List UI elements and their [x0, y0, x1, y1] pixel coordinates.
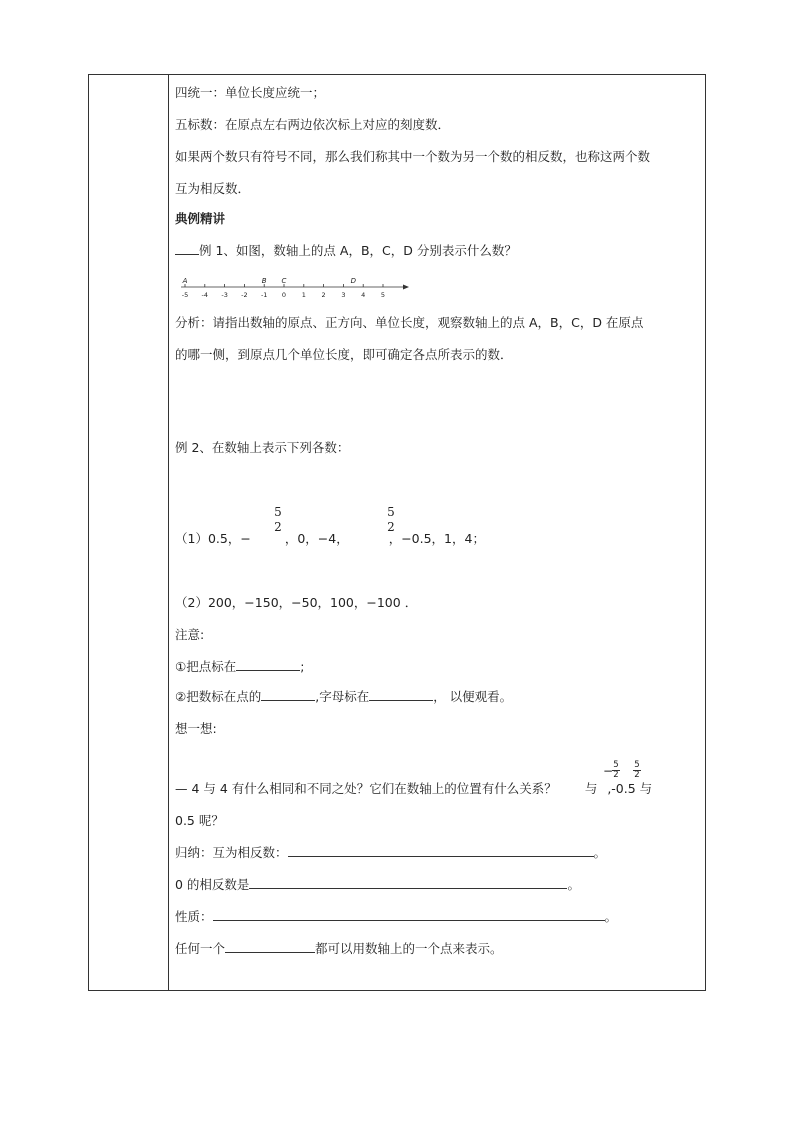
number-line-tick-label: 4 — [361, 291, 366, 299]
note-title: 注意: — [175, 627, 205, 642]
small-neg-sign: − — [603, 764, 614, 778]
small-fraction-denominator: 2 — [634, 770, 640, 780]
number-line-tick-label: -1 — [260, 291, 268, 299]
number-line-tick-label: 0 — [281, 291, 287, 299]
zero-end: 。 — [567, 877, 580, 892]
fraction-numerator: 5 — [274, 505, 282, 519]
fraction-denominator: 2 — [274, 520, 282, 534]
note1-line — [175, 658, 304, 676]
definition-line-2: 互为相反数． — [175, 181, 251, 196]
note2-blank-2 — [369, 688, 433, 701]
question-line — [175, 780, 652, 798]
number-line — [181, 273, 411, 301]
number-line-tick-label: -3 — [221, 291, 228, 299]
number-line-tick-label: -4 — [201, 291, 209, 299]
note2-line — [175, 688, 512, 706]
lesson-table — [88, 74, 706, 991]
number-line-point-label: A — [182, 277, 188, 285]
item2-text: （2）200，−150，−50，100，−100 ． — [175, 595, 418, 610]
zero-line — [175, 876, 580, 894]
number-line-point-label: B — [261, 277, 267, 285]
number-line-point-label: C — [281, 277, 287, 285]
summary-blank — [288, 844, 594, 857]
note2-text-a: ②把数标在点的 — [175, 689, 262, 704]
number-line-arrow — [403, 285, 409, 290]
step4-text: 四统一：单位长度应统一； — [175, 85, 326, 100]
fraction-five-halves-1 — [271, 505, 285, 534]
example1-text: 例 1、如图，数轴上的点 A，B，C，D 分别表示什么数？ — [199, 243, 517, 258]
analysis-line-2: 的哪一侧，到原点几个单位长度，即可确定各点所表示的数． — [175, 347, 513, 362]
summary-line — [175, 844, 606, 862]
zero-text: 0 的相反数是 — [175, 877, 250, 892]
note1-text: ①把点标在 — [175, 659, 237, 674]
section-title: 典例精讲 — [175, 211, 226, 226]
small-fraction-1 — [612, 761, 620, 780]
analysis-line-1: 分析：请指出数轴的原点、正方向、单位长度，观察数轴上的点 A，B，C，D 在原点 — [175, 315, 644, 330]
number-line-tick-label: 2 — [321, 291, 326, 299]
small-fraction-denominator: 2 — [613, 770, 619, 780]
think-title: 想一想: — [175, 721, 217, 736]
zero-blank — [249, 876, 567, 889]
property-text: 性质： — [175, 909, 213, 924]
note2-blank-1 — [261, 688, 315, 701]
question-line-2: 0.5 呢？ — [175, 813, 224, 828]
any-text-b: 都可以用数轴上的一个点来表示。 — [315, 941, 503, 956]
property-end: 。 — [604, 909, 618, 924]
any-line — [175, 940, 503, 958]
item1-part-b: ，0，−4， — [284, 531, 349, 546]
property-blank — [213, 908, 605, 921]
question-text-a: — 4 与 4 有什么相同和不同之处？它们在数轴上的位置有什么关系？ — [175, 781, 557, 796]
small-fraction-numerator: 5 — [613, 760, 619, 770]
note2-text-c: ， 以便观看。 — [433, 689, 513, 704]
example2-text: 例 2、在数轴上表示下列各数： — [175, 440, 350, 455]
number-line-tick-label: -5 — [181, 291, 189, 299]
note1-end: ; — [300, 659, 305, 674]
number-line-tick-label: 1 — [301, 291, 306, 299]
fraction-five-halves-2 — [384, 505, 398, 534]
any-blank — [225, 940, 315, 953]
step5-text: 五标数：在原点左右两边依次标上对应的刻度数． — [175, 117, 451, 132]
small-fraction-numerator: 5 — [634, 760, 640, 770]
fraction-denominator: 2 — [387, 520, 395, 534]
any-text-a: 任何一个 — [175, 941, 226, 956]
number-line-tick-label: 3 — [341, 291, 346, 299]
property-line — [175, 908, 617, 926]
item1-part-a: （1）0.5，− — [175, 531, 251, 546]
definition-line-1: 如果两个数只有符号不同，那么我们称其中一个数为另一个数的相反数，也称这两个数 — [175, 149, 651, 164]
example1-blank — [175, 242, 199, 255]
note1-blank — [236, 658, 300, 671]
number-line-point-label: D — [350, 277, 356, 285]
note2-text-b: ,字母标在 — [315, 689, 370, 704]
summary-text: 归纳：互为相反数： — [175, 845, 288, 860]
small-fraction-2 — [633, 761, 641, 780]
column-divider — [168, 75, 169, 990]
item1-line — [175, 530, 485, 548]
item1-part-c: ，−0.5，1，4； — [388, 531, 485, 546]
fraction-numerator: 5 — [387, 505, 395, 519]
number-line-tick-label: -2 — [241, 291, 248, 299]
question-text-b: ,-0.5 与 — [607, 781, 653, 796]
summary-end: 。 — [593, 845, 607, 860]
number-line-tick-label: 5 — [380, 291, 386, 299]
question-text-yu: 与 — [584, 781, 598, 796]
example1-line — [175, 242, 517, 260]
